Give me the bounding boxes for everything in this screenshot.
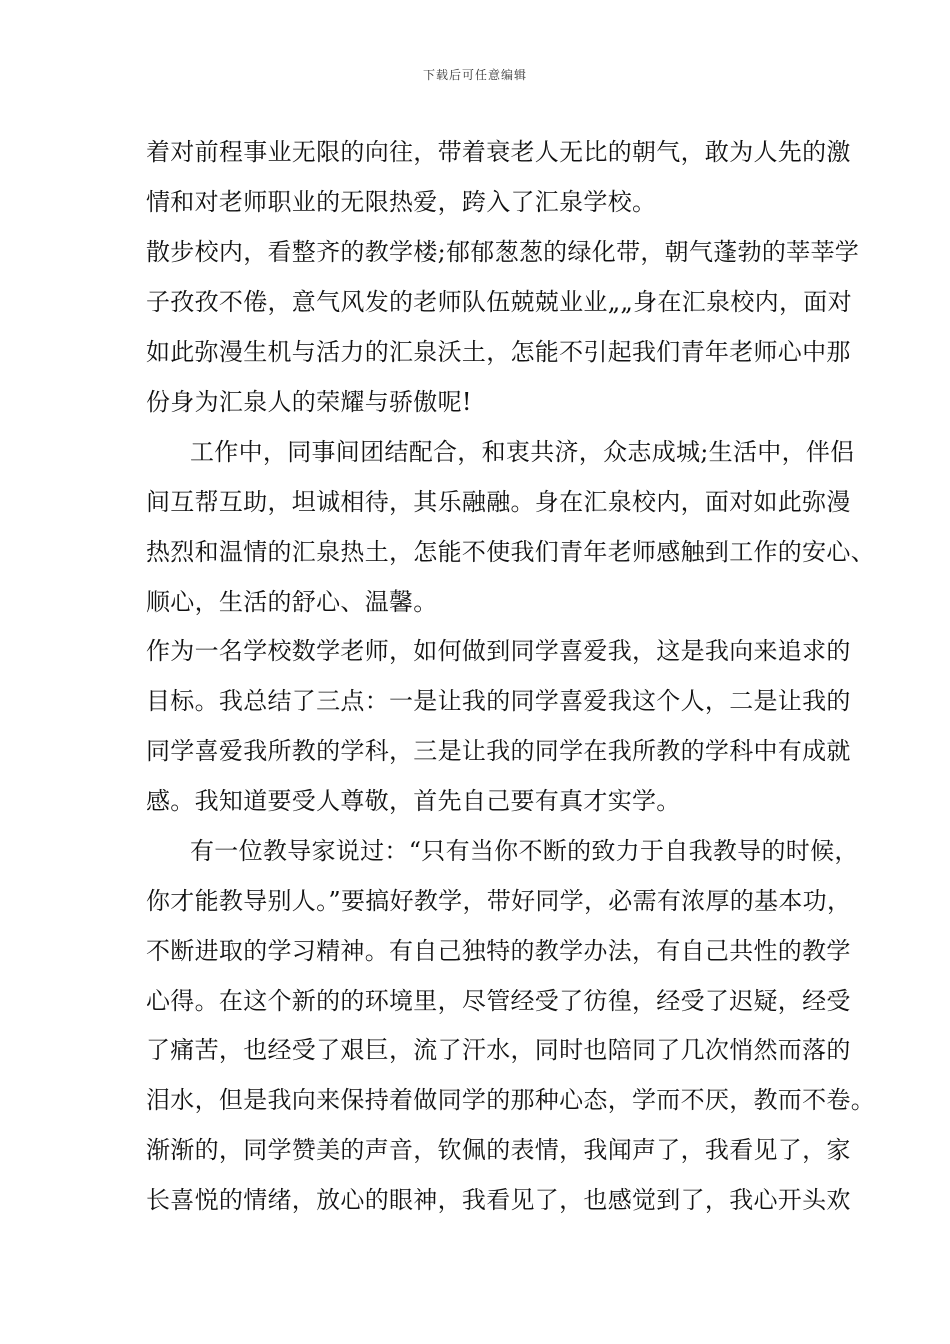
- text-line: 间互帮互助，坦诚相待，其乐融融。身在汇泉校内，面对如此弥漫: [146, 488, 851, 516]
- text-line: 情和对老师职业的无限热爱，跨入了汇泉学校。: [146, 188, 657, 216]
- page-header: 下载后可任意编辑: [422, 68, 527, 82]
- text-line: 渐渐的，同学赞美的声音，钦佩的表情，我闻声了，我看见了，家: [146, 1136, 851, 1164]
- text-line: 不断进取的学习精神。有自己独特的教学办法，有自己共性的教学: [146, 937, 851, 965]
- text-line: 同学喜爱我所教的学科，三是让我的同学在我所教的学科中有成就: [146, 737, 851, 765]
- text-line: 散步校内，看整齐的教学楼;郁郁葱葱的绿化带，朝气蓬勃的莘莘学: [146, 238, 860, 266]
- text-line: 有一位教导家说过：“只有当你不断的致力于自我教导的时候，: [190, 837, 859, 865]
- text-line: 份身为汇泉人的荣耀与骄傲呢!: [146, 388, 472, 416]
- text-line: 热烈和温情的汇泉热土，怎能不使我们青年老师感触到工作的安心、: [146, 538, 875, 566]
- text-line: 你才能教导别人。”要搞好教学，带好同学，必需有浓厚的基本功，: [146, 887, 852, 915]
- text-line: 长喜悦的情绪，放心的眼神，我看见了，也感觉到了，我心开头欢: [146, 1186, 851, 1214]
- text-line: 目标。我总结了三点：一是让我的同学喜爱我这个人，二是让我的: [146, 687, 851, 715]
- text-line: 心得。在这个新的的环境里，尽管经受了彷徨，经受了迟疑，经受: [146, 987, 851, 1015]
- text-line: 了痛苦，也经受了艰巨，流了汗水，同时也陪同了几次悄然而落的: [146, 1036, 851, 1064]
- text-line: 顺心，生活的舒心、温馨。: [146, 588, 438, 616]
- text-line: 如此弥漫生机与活力的汇泉沃土，怎能不引起我们青年老师心中那: [146, 338, 851, 366]
- text-line: 子孜孜不倦，意气风发的老师队伍兢兢业业„„身在汇泉校内，面对: [146, 288, 852, 316]
- text-line: 作为一名学校数学老师，如何做到同学喜爱我，这是我向来追求的: [146, 637, 851, 665]
- text-line: 感。我知道要受人尊敬，首先自己要有真才实学。: [146, 787, 681, 815]
- text-line: 泪水，但是我向来保持着做同学的那种心态，学而不厌，教而不卷。: [146, 1086, 875, 1114]
- text-line: 着对前程事业无限的向往，带着衰老人无比的朝气，敢为人先的激: [146, 138, 851, 166]
- text-line: 工作中，同事间团结配合，和衷共济，众志成城;生活中，伴侣: [190, 438, 855, 466]
